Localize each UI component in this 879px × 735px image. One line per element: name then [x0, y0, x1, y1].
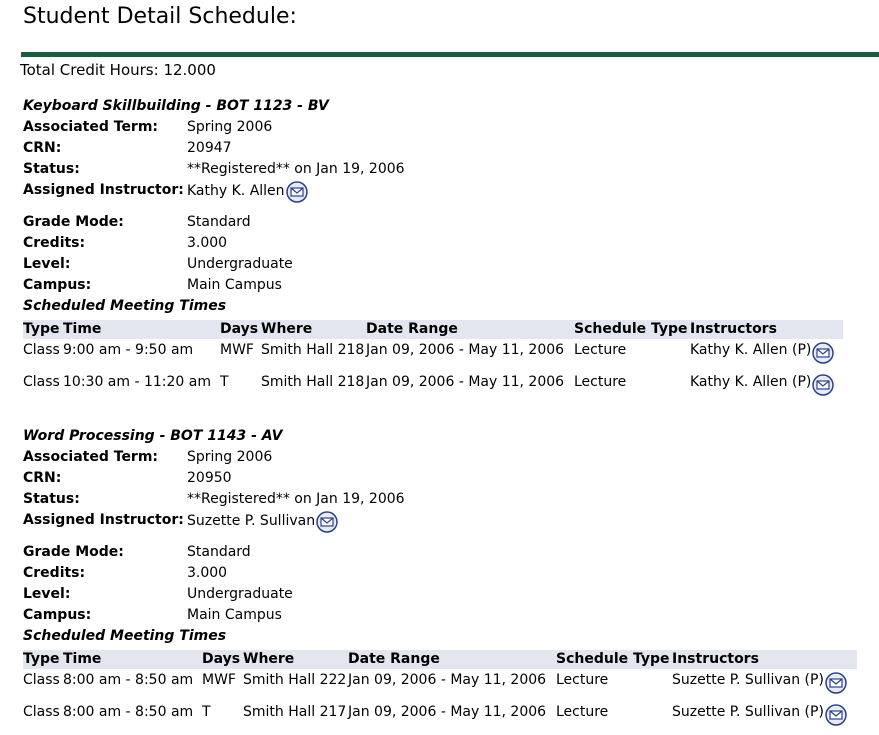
meeting-instructor-name: Suzette P. Sullivan (P): [672, 672, 824, 688]
assigned-instructor-value: [187, 180, 308, 203]
campus-label: Campus:: [23, 277, 92, 293]
level-value: Undergraduate: [187, 586, 293, 602]
meeting-schedule-type: Lecture: [574, 374, 627, 390]
meeting-times-table: [23, 650, 857, 733]
table-header-row: [23, 320, 843, 339]
associated-term-value: Spring 2006: [187, 119, 273, 135]
meeting-where: Smith Hall 222: [243, 672, 347, 688]
grade-mode-value: Standard: [187, 544, 251, 560]
email-icon[interactable]: [812, 374, 834, 396]
campus-value: Main Campus: [187, 277, 282, 293]
meeting-days: T: [202, 704, 211, 720]
meeting-instructors-cell: [690, 340, 834, 364]
level-label: Level:: [23, 586, 71, 602]
meeting-instructors: [672, 701, 857, 733]
associated-term-label: Associated Term:: [23, 119, 159, 135]
meeting-date-range: Jan 09, 2006 - May 11, 2006: [348, 672, 547, 688]
crn-label: CRN:: [23, 470, 62, 486]
assigned-instructor-row: [23, 510, 879, 533]
meeting-instructor-name: Suzette P. Sullivan (P): [672, 704, 824, 720]
meeting-instructor-name: Kathy K. Allen (P): [690, 374, 812, 390]
meeting-schedule-type: Lecture: [574, 342, 627, 358]
meeting-date-range: Jan 09, 2006 - May 11, 2006: [348, 704, 547, 720]
email-icon[interactable]: [286, 181, 308, 203]
email-icon[interactable]: [316, 511, 338, 533]
col-type-header: Type: [23, 320, 63, 339]
meeting-type: Class: [23, 672, 60, 688]
status-label: Status:: [23, 161, 80, 177]
level-label: Level:: [23, 256, 71, 272]
email-icon[interactable]: [825, 672, 847, 694]
crn-row: [23, 138, 879, 159]
meeting-time: 9:00 am - 9:50 am: [63, 342, 194, 358]
meeting-days: MWF: [220, 342, 254, 358]
col-where-header: Where: [261, 320, 366, 339]
crn-value: 20947: [187, 140, 232, 156]
credits-row: [23, 233, 879, 254]
course-block: [23, 426, 879, 733]
meeting-schedule-type: Lecture: [556, 704, 609, 720]
course-title: Word Processing - BOT 1143 - AV: [23, 428, 283, 444]
assigned-instructor-row: [23, 180, 879, 203]
col-instructors-header: Instructors: [672, 650, 857, 669]
col-schedule-type-header: Schedule Type: [574, 320, 690, 339]
meeting-times-table: [23, 320, 843, 403]
crn-row: [23, 468, 879, 489]
assigned-instructor-label: Assigned Instructor:: [23, 512, 184, 528]
campus-label: Campus:: [23, 607, 92, 623]
total-credit-hours: Total Credit Hours: 12.000: [20, 61, 216, 79]
status-row: [23, 159, 879, 180]
associated-term-label: Associated Term:: [23, 449, 159, 465]
credits-label: Credits:: [23, 565, 86, 581]
credits-value: 3.000: [187, 235, 228, 251]
col-date-range-header: Date Range: [366, 320, 574, 339]
meeting-instructors: [690, 339, 843, 371]
meeting-type: Class: [23, 342, 60, 358]
table-row: [23, 701, 857, 733]
col-days-header: Days: [202, 650, 243, 669]
crn-value: 20950: [187, 470, 232, 486]
scheduled-meeting-times-heading: Scheduled Meeting Times: [23, 628, 227, 644]
meeting-date-range: Jan 09, 2006 - May 11, 2006: [366, 374, 565, 390]
grade-mode-row: [23, 542, 879, 563]
assigned-instructor-name: Suzette P. Sullivan: [187, 513, 316, 529]
meeting-instructor-name: Kathy K. Allen (P): [690, 342, 812, 358]
course-block: [23, 96, 879, 403]
spacer: [23, 203, 879, 212]
course-info: [23, 117, 879, 296]
associated-term-row: [23, 117, 879, 138]
col-instructors-header: Instructors: [690, 320, 843, 339]
table-header-row: [23, 650, 857, 669]
crn-label: CRN:: [23, 140, 62, 156]
course-info: [23, 447, 879, 626]
meeting-date-range: Jan 09, 2006 - May 11, 2006: [366, 342, 565, 358]
email-icon[interactable]: [825, 704, 847, 726]
col-time-header: Time: [63, 650, 202, 669]
meeting-days: T: [220, 374, 229, 390]
status-row: [23, 489, 879, 510]
col-schedule-type-header: Schedule Type: [556, 650, 672, 669]
meeting-time: 8:00 am - 8:50 am: [63, 672, 194, 688]
meeting-where: Smith Hall 218: [261, 342, 365, 358]
assigned-instructor-name: Kathy K. Allen: [187, 183, 285, 199]
campus-value: Main Campus: [187, 607, 282, 623]
meeting-instructors: [690, 371, 843, 403]
course-title: Keyboard Skillbuilding - BOT 1123 - BV: [23, 98, 329, 114]
grade-mode-value: Standard: [187, 214, 251, 230]
col-type-header: Type: [23, 650, 63, 669]
page-title: Student Detail Schedule:: [23, 4, 297, 29]
credits-row: [23, 563, 879, 584]
associated-term-value: Spring 2006: [187, 449, 273, 465]
scheduled-meeting-times-heading: Scheduled Meeting Times: [23, 298, 227, 314]
col-days-header: Days: [220, 320, 261, 339]
table-row: [23, 669, 857, 701]
meeting-type: Class: [23, 704, 60, 720]
status-label: Status:: [23, 491, 80, 507]
meeting-instructors-cell: [690, 372, 834, 396]
spacer: [23, 533, 879, 542]
meeting-type: Class: [23, 374, 60, 390]
col-where-header: Where: [243, 650, 348, 669]
meeting-schedule-type: Lecture: [556, 672, 609, 688]
email-icon[interactable]: [812, 342, 834, 364]
table-row: [23, 339, 843, 371]
meeting-instructors-cell: [672, 702, 847, 726]
level-row: [23, 584, 879, 605]
campus-row: [23, 275, 879, 296]
credits-label: Credits:: [23, 235, 86, 251]
grade-mode-label: Grade Mode:: [23, 214, 124, 230]
meeting-where: Smith Hall 217: [243, 704, 347, 720]
title-divider: [21, 52, 879, 57]
grade-mode-label: Grade Mode:: [23, 544, 124, 560]
meeting-time: 10:30 am - 11:20 am: [63, 374, 211, 390]
status-value: **Registered** on Jan 19, 2006: [187, 491, 405, 507]
meeting-instructors: [672, 669, 857, 701]
campus-row: [23, 605, 879, 626]
level-value: Undergraduate: [187, 256, 293, 272]
status-value: **Registered** on Jan 19, 2006: [187, 161, 405, 177]
associated-term-row: [23, 447, 879, 468]
credits-value: 3.000: [187, 565, 228, 581]
col-time-header: Time: [63, 320, 220, 339]
meeting-time: 8:00 am - 8:50 am: [63, 704, 194, 720]
assigned-instructor-label: Assigned Instructor:: [23, 182, 184, 198]
meeting-where: Smith Hall 218: [261, 374, 365, 390]
meeting-instructors-cell: [672, 670, 847, 694]
level-row: [23, 254, 879, 275]
meeting-days: MWF: [202, 672, 236, 688]
col-date-range-header: Date Range: [348, 650, 556, 669]
assigned-instructor-value: [187, 510, 338, 533]
grade-mode-row: [23, 212, 879, 233]
table-row: [23, 371, 843, 403]
